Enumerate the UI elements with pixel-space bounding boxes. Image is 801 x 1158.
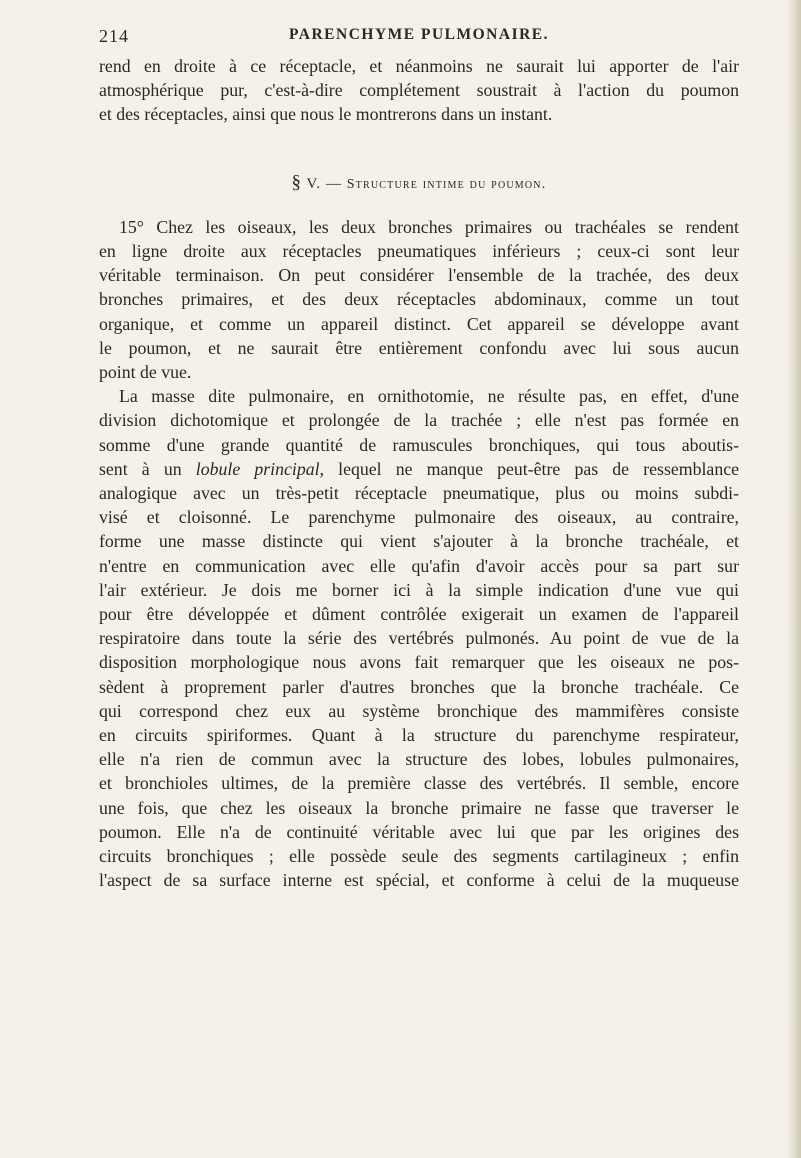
text-line: pour être développée et dûment contrôlée exigerait un examen de l'appareil [99,604,739,625]
page-body [99,54,739,893]
page-number: 214 [99,26,129,46]
text-line: l'aspect de sa surface interne est spécial, et conforme à celui de la muqueuse [99,870,739,891]
italic-term: lobule principal [195,458,320,479]
text-line: bronches primaires, et des deux réceptacles abdominaux, comme un tout [99,289,739,310]
text-fragment: sent à un [99,458,196,479]
section-symbol: § [291,171,303,193]
page-edge-shadow [787,0,801,1158]
text-line: sèdent à proprement parler d'autres bronches que la bronche trachéale. Ce [99,676,739,697]
text-line: circuits bronchiques ; elle possède seule des segments cartilagineux ; enfin [99,846,739,867]
text-line: véritable terminaison. On peut considérer l'ensemble de la trachée, des deux [99,265,739,286]
text-line: disposition morphologique nous avons fait remarquer que les oiseaux ne pos- [99,652,739,673]
text-line: organique, et comme un appareil distinct. Cet appareil se développe avant [99,313,739,334]
text-line: et bronchioles ultimes, de la première classe des vertébrés. Il semble, encore [99,773,739,794]
section-title: Structure intime du poumon. [346,176,547,192]
text-line: n'entre en communication avec elle qu'afin d'avoir accès pour sa part sur [99,555,739,576]
text-line: atmosphérique pur, c'est-à-dire complétement soustrait à l'action du poumon [99,80,739,101]
text-line: analogique avec un très-petit réceptacle pneumatique, plus ou moins subdi- [99,483,739,504]
text-line: forme une masse distincte qui vient s'ajouter à la bronche trachéale, et [99,531,739,552]
text-line: 15° Chez les oiseaux, les deux bronches primaires ou trachéales se rendent [119,216,739,237]
text-line: elle n'a rien de commun avec la structure des lobes, lobules pulmonaires, [99,749,739,770]
text-line: une fois, que chez les oiseaux la bronche primaire ne fasse que traverser le [99,797,739,818]
text-line: respiratoire dans toute la série des vertébrés pulmonés. Au point de vue de la [99,628,739,649]
section-number: V. [306,175,322,192]
text-line: point de vue. [99,362,192,383]
text-line: visé et cloisonné. Le parenchyme pulmonaire des oiseaux, au contraire, [99,507,739,528]
page-header [99,26,739,50]
text-line: le poumon, et ne saurait être entièrement confondu avec lui sous aucun [99,337,739,358]
text-line-with-italic [99,457,739,481]
text-line: division dichotomique et prolongée de la trachée ; elle n'est pas formée en [99,410,739,431]
text-line: La masse dite pulmonaire, en ornithotomie, ne résulte pas, en effet, d'une [119,386,739,407]
text-line: en circuits spiriformes. Quant à la structure du parenchyme respirateur, [99,725,739,746]
section-heading [99,171,739,197]
section-dash: — [325,175,342,192]
running-head: PARENCHYME PULMONAIRE. [288,26,550,43]
text-line: rend en droite à ce réceptacle, et néanmoins ne saurait lui apporter de l'air [99,56,739,76]
text-line: qui correspond chez eux au système bronchique des mammifères consiste [99,700,739,721]
text-line: poumon. Elle n'a de continuité véritable avec lui que par les origines des [99,821,739,842]
text-fragment: , lequel ne manque peut-être pas de ressemblance [319,458,739,479]
text-line: l'air extérieur. Je dois me borner ici à la simple indication d'une vue qui [99,579,739,600]
text-line: et des réceptacles, ainsi que nous le montrerons dans un instant. [99,104,553,125]
text-line: en ligne droite aux réceptacles pneumatiques inférieurs ; ceux-ci sont leur [99,241,739,262]
text-line: somme d'une grande quantité de ramuscules bronchiques, qui tous aboutis- [99,434,739,455]
